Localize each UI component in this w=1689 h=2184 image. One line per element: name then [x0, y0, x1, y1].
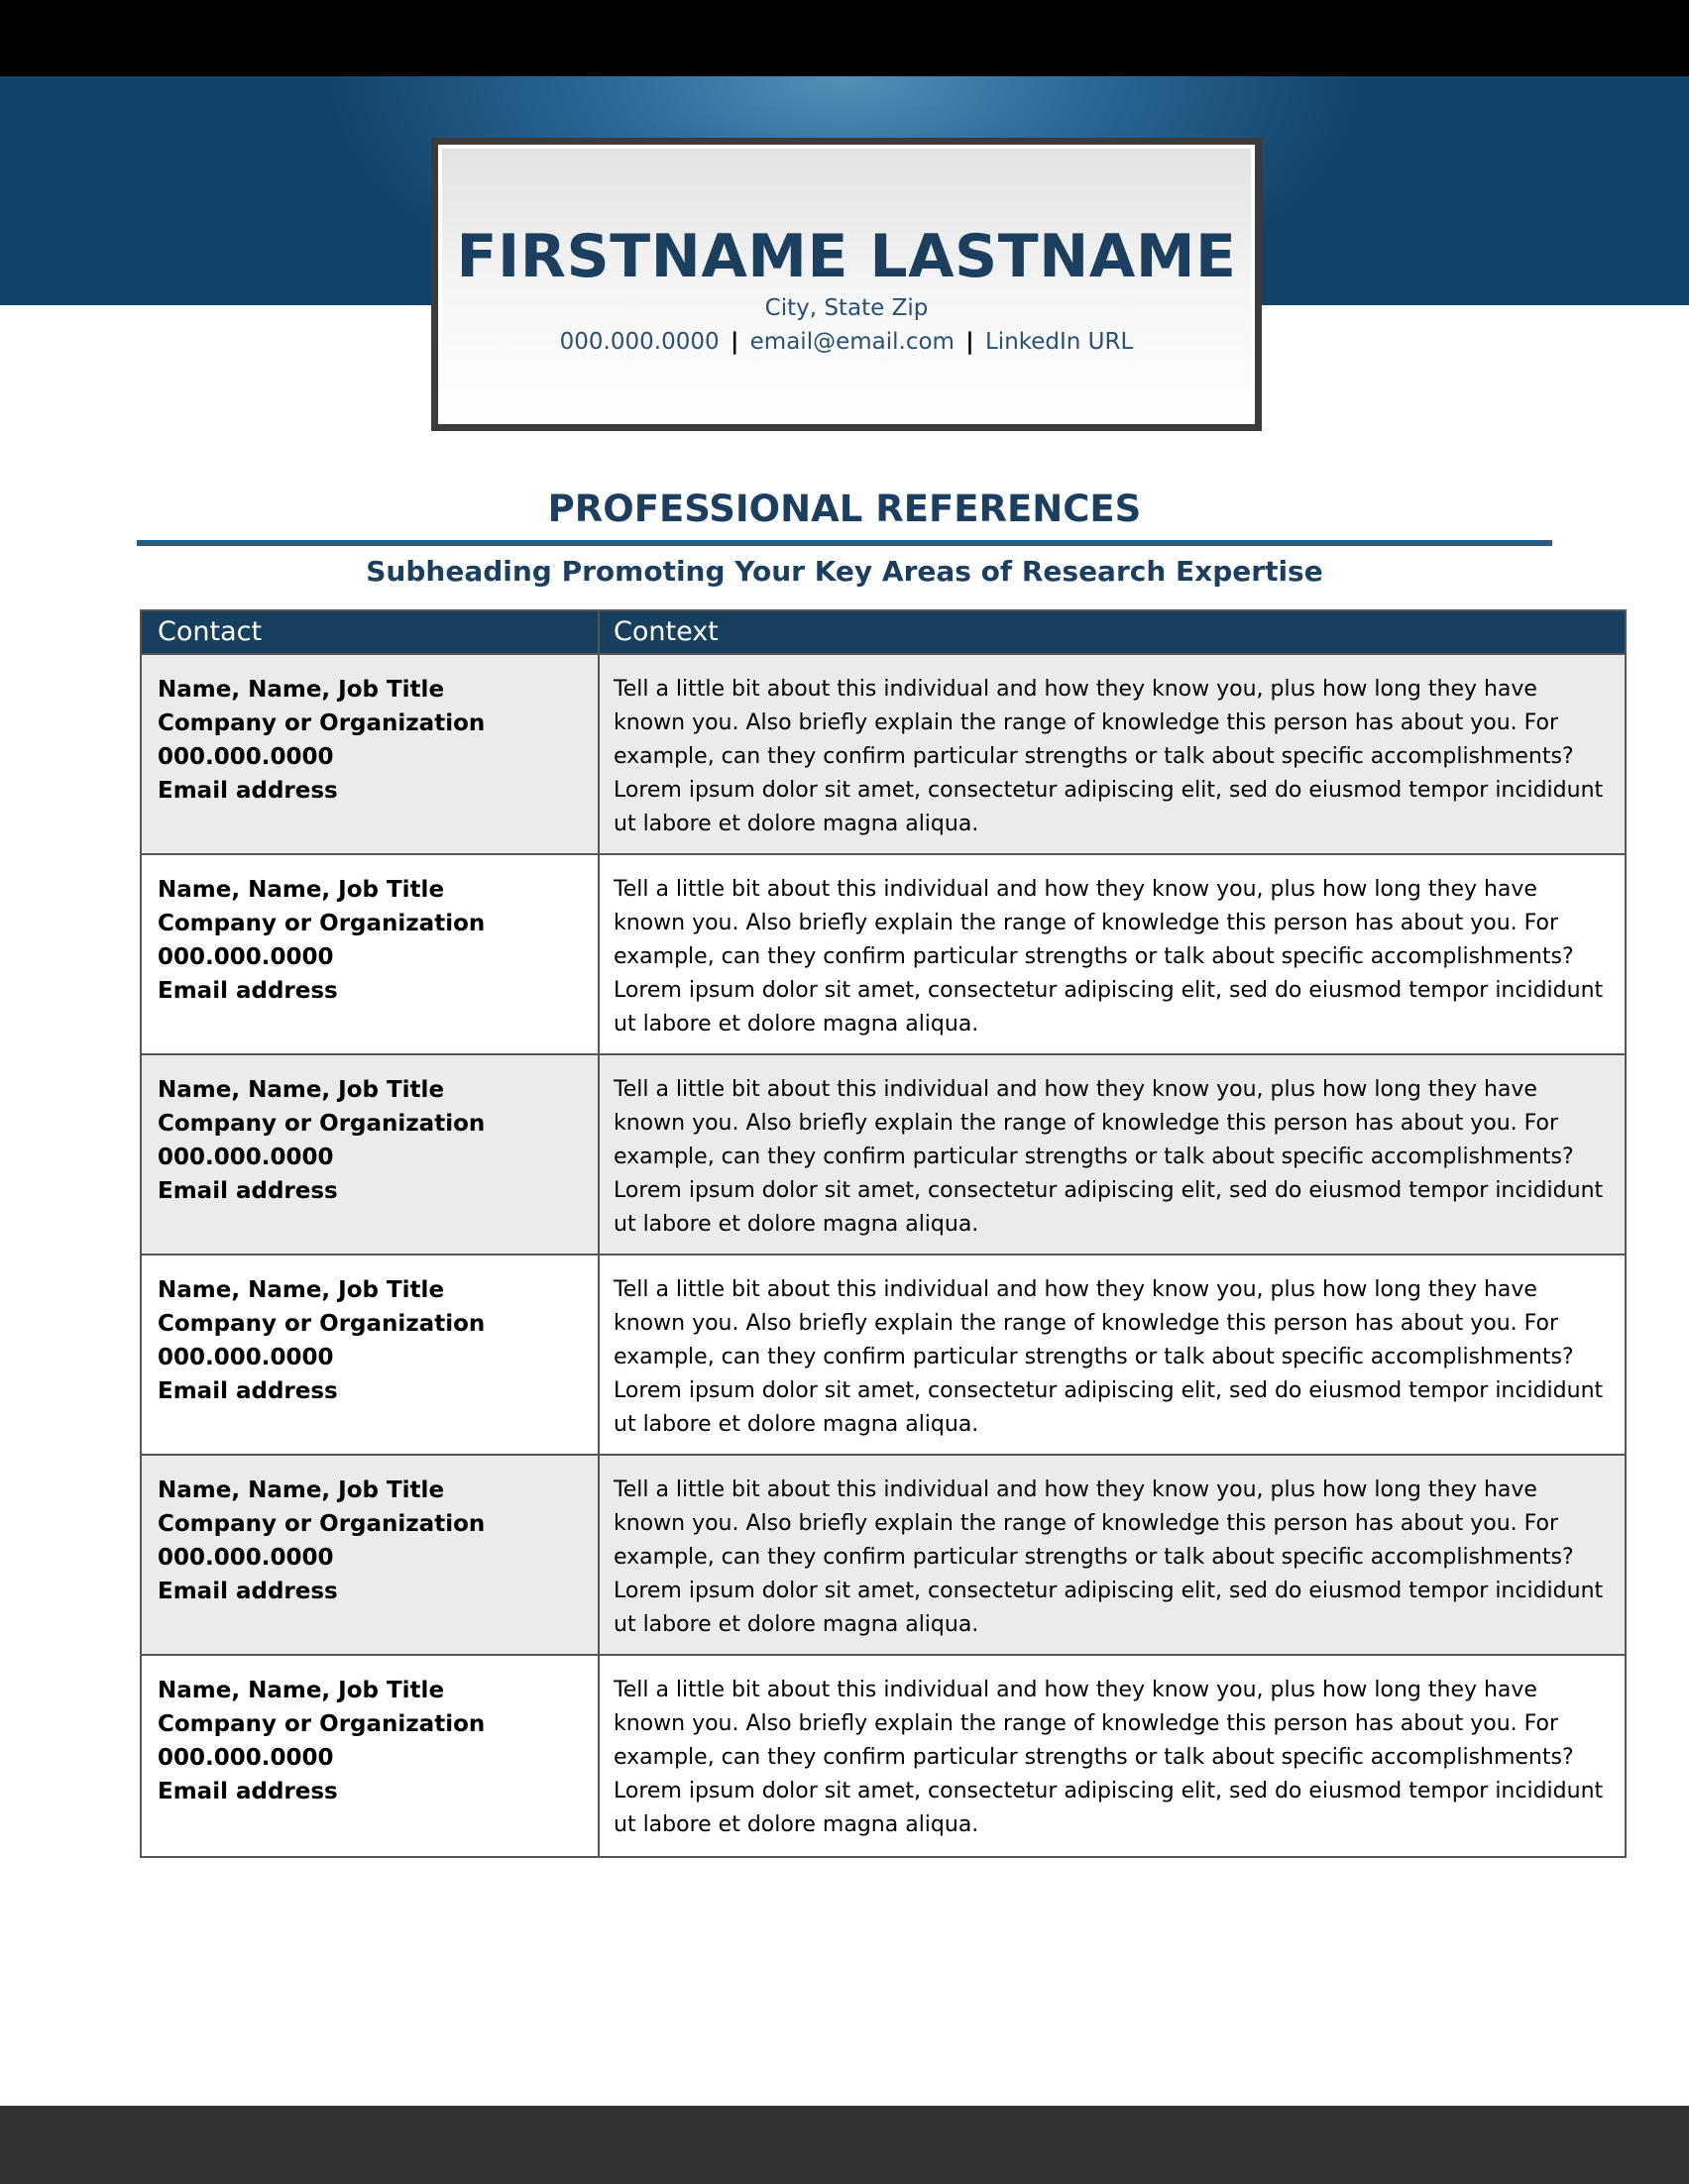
phone: 000.000.0000: [559, 329, 720, 355]
reference-email: Email address: [158, 1378, 338, 1404]
section-subheading: Subheading Promoting Your Key Areas of Research Expertise: [366, 555, 1323, 588]
contact-cell: [142, 1456, 600, 1654]
table-row: [142, 1456, 1625, 1656]
table-row: [142, 1256, 1625, 1456]
reference-context: Tell a little bit about this individual and how they know you, plus how long they have known you. Also briefly explain the range of knowledge this person has about you. For example, can they confirm particular strengths or talk about specific accomplishments? Lorem ipsum dolor sit amet, consectetur adipiscing elit, sed do eiusmod tempor incididunt ut labore et dolore magna aliqua.: [614, 1477, 1604, 1637]
table-body: [142, 655, 1625, 1856]
reference-context: Tell a little bit about this individual and how they know you, plus how long they have known you. Also briefly explain the range of knowledge this person has about you. For example, can they confirm particular strengths or talk about specific accomplishments? Lorem ipsum dolor sit amet, consectetur adipiscing elit, sed do eiusmod tempor incididunt ut labore et dolore magna aliqua.: [614, 1277, 1604, 1437]
context-cell: [600, 1456, 1625, 1654]
contact-cell: [142, 1256, 600, 1454]
contact-cell: [142, 655, 600, 853]
reference-name: Name, Name, Job Title: [158, 677, 445, 703]
location: City, State Zip: [764, 295, 929, 321]
top-black-bar: [0, 0, 1689, 76]
column-header-contact: Contact: [142, 611, 600, 653]
reference-phone: 000.000.0000: [158, 1545, 334, 1571]
reference-phone: 000.000.0000: [158, 1145, 334, 1170]
column-header-context: Context: [614, 616, 719, 647]
context-cell: [600, 1256, 1625, 1454]
reference-email: Email address: [158, 1178, 338, 1204]
section-title: PROFESSIONAL REFERENCES: [547, 488, 1142, 530]
contact-details-line: [442, 325, 1251, 359]
reference-context: Tell a little bit about this individual and how they know you, plus how long they have known you. Also briefly explain the range of knowledge this person has about you. For example, can they confirm particular strengths or talk about specific accomplishments? Lorem ipsum dolor sit amet, consectetur adipiscing elit, sed do eiusmod tempor incididunt ut labore et dolore magna aliqua.: [614, 677, 1604, 836]
reference-phone: 000.000.0000: [158, 1345, 334, 1370]
reference-context: Tell a little bit about this individual and how they know you, plus how long they have known you. Also briefly explain the range of knowledge this person has about you. For example, can they confirm particular strengths or talk about specific accomplishments? Lorem ipsum dolor sit amet, consectetur adipiscing elit, sed do eiusmod tempor incididunt ut labore et dolore magna aliqua.: [614, 1077, 1604, 1237]
reference-email: Email address: [158, 778, 338, 804]
footer-bar: [0, 2106, 1689, 2184]
contact-cell: [142, 1055, 600, 1254]
table-row: [142, 1656, 1625, 1856]
reference-name: Name, Name, Job Title: [158, 877, 445, 903]
reference-company: Company or Organization: [158, 1511, 486, 1537]
location-line: [442, 291, 1251, 325]
reference-email: Email address: [158, 978, 338, 1004]
reference-phone: 000.000.0000: [158, 744, 334, 770]
context-cell: [600, 655, 1625, 853]
reference-name: Name, Name, Job Title: [158, 1678, 445, 1703]
reference-email: Email address: [158, 1579, 338, 1604]
section-divider: [137, 540, 1552, 546]
separator: |: [965, 329, 974, 355]
context-cell: [600, 1055, 1625, 1254]
separator: |: [730, 329, 739, 355]
email: email@email.com: [749, 329, 955, 355]
reference-context: Tell a little bit about this individual and how they know you, plus how long they have known you. Also briefly explain the range of knowledge this person has about you. For example, can they confirm particular strengths or talk about specific accomplishments? Lorem ipsum dolor sit amet, consectetur adipiscing elit, sed do eiusmod tempor incididunt ut labore et dolore magna aliqua.: [614, 877, 1604, 1037]
reference-phone: 000.000.0000: [158, 944, 334, 970]
reference-name: Name, Name, Job Title: [158, 1477, 445, 1503]
name-card: [431, 138, 1262, 431]
reference-company: Company or Organization: [158, 1711, 486, 1737]
reference-company: Company or Organization: [158, 1311, 486, 1337]
table-header-row: [142, 611, 1625, 655]
context-cell: [600, 855, 1625, 1053]
name-card-inner: [438, 145, 1255, 424]
context-cell: [600, 1656, 1625, 1856]
table-row: [142, 1055, 1625, 1256]
reference-name: Name, Name, Job Title: [158, 1077, 445, 1103]
reference-company: Company or Organization: [158, 1111, 486, 1137]
contact-cell: [142, 1656, 600, 1856]
contact-cell: [142, 855, 600, 1053]
linkedin-url: LinkedIn URL: [984, 329, 1134, 355]
table-row: [142, 655, 1625, 855]
reference-phone: 000.000.0000: [158, 1745, 334, 1771]
full-name: FIRSTNAME LASTNAME: [456, 222, 1237, 291]
reference-context: Tell a little bit about this individual and how they know you, plus how long they have known you. Also briefly explain the range of knowledge this person has about you. For example, can they confirm particular strengths or talk about specific accomplishments? Lorem ipsum dolor sit amet, consectetur adipiscing elit, sed do eiusmod tempor incididunt ut labore et dolore magna aliqua.: [614, 1678, 1604, 1837]
table-row: [142, 855, 1625, 1055]
reference-name: Name, Name, Job Title: [158, 1277, 445, 1303]
references-table: [140, 609, 1627, 1858]
reference-company: Company or Organization: [158, 710, 486, 736]
reference-company: Company or Organization: [158, 911, 486, 936]
reference-email: Email address: [158, 1779, 338, 1804]
